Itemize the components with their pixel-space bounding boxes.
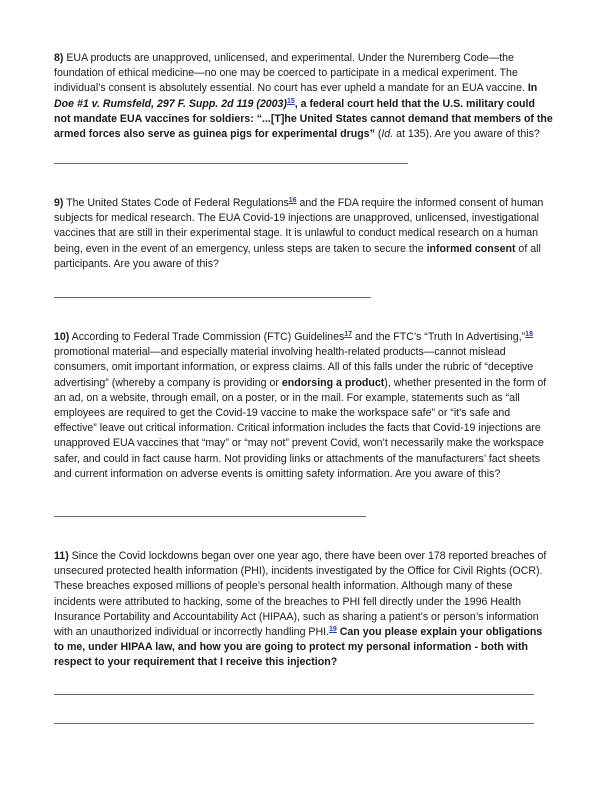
question-text: ), whether presented in the form of an ad, on a website, through email, on a poster, or in the mail. For example, statements such as “all employees are required to get the Covid-19 vaccine to make the workspace safe” or “it’s safe and effective” leave out critical information. Critical information includes the facts that Covid-19 injections are unapproved EUA vaccines that “may” or “may not” prevent Covid, won’t necessarily make the workspace safer, and could in fact cause harm. Not providing links or attachments of the manufacturers’ fact sheets and current information on adverse events is omitting safety information. Are you aware of this? xyxy=(54,376,547,480)
citation-id: Id. xyxy=(381,128,394,141)
bold-text-intro: In xyxy=(527,82,538,95)
case-citation: Doe #1 v. Rumsfeld, 297 F. Supp. 2d 119 (2003) xyxy=(54,97,287,110)
footnote-link[interactable]: 18 xyxy=(525,331,533,338)
question-text: at 135). Are you aware of this? xyxy=(393,128,540,141)
question-text: and the FTC’s “Truth In Advertising,” xyxy=(352,331,526,343)
footnote-link[interactable]: 16 xyxy=(288,197,297,204)
question-text: and the FDA require the informed consent of human subjects for medical research. The EUA Covid-19 injections are unapproved, unlicensed, investigational vaccines that are still in their experimental stage. It is unlawful to conduct medical research on a human being, even in the event of an emergency, unless steps are taken to secure the xyxy=(54,197,544,255)
question-number: 11) xyxy=(54,550,69,562)
footnote-link[interactable]: 15 xyxy=(286,97,295,105)
question-11 xyxy=(54,549,554,671)
question-number: 10) xyxy=(54,331,70,343)
question-text: According to Federal Trade Commission (FTC) Guidelines xyxy=(69,331,345,343)
footnote-link[interactable]: 17 xyxy=(344,331,353,338)
answer-line[interactable] xyxy=(54,694,534,695)
bold-text: endorsing a product xyxy=(281,376,385,389)
question-10 xyxy=(54,330,554,482)
question-9 xyxy=(54,196,554,272)
question-text: EUA products are unapproved, unlicensed, and experimental. Under the Nuremberg Code—the foundation of ethical medicine—no one may be coerced to participate in a medical experiment. The individual’s consent is absolutely essential. No court has ever upheld a mandate for an EUA vaccine. xyxy=(54,52,528,95)
answer-line[interactable] xyxy=(54,723,534,724)
answer-line[interactable] xyxy=(54,163,408,164)
answer-line[interactable] xyxy=(54,297,371,298)
question-text: The United States Code of Federal Regulations xyxy=(63,197,289,209)
question-8 xyxy=(54,51,554,142)
question-text: of all participants. Are you aware of this? xyxy=(54,242,541,270)
question-text: ( xyxy=(374,128,382,141)
bold-text: Can you please explain your obligations to me, under HIPAA law, and how you are going to protect my personal information - both with respect to your requirement that I receive this injection? xyxy=(54,626,543,669)
question-text: promotional material—and especially material involving health-related products—cannot mislead consumers, omit important information, or express claims. All of this falls under the rubric of “deceptive advertising” (whereby a company is providing or xyxy=(54,346,534,389)
question-text: Since the Covid lockdowns began over one year ago, there have been over 178 reported breaches of unsecured protected health information (PHI), incidents investigated by the Office for Civil Rights (OCR). These breaches exposed millions of people’s personal health information. Although many of these incidents were attributed to hacking, some of the breaches to PHI fell directly under the 1996 Health Insurance Portability and Accountability Act (HIPAA), such as sharing a patient’s or person’s information with an unauthorized individual or incorrectly handling PHI. xyxy=(54,550,547,639)
footnote-link[interactable]: 19 xyxy=(329,626,337,634)
question-number: 8) xyxy=(54,52,64,64)
answer-line[interactable] xyxy=(54,516,366,517)
bold-text: informed consent xyxy=(426,242,516,255)
bold-text-quote: , a federal court held that the U.S. military could not mandate EUA vaccines for soldiers: “...[T]he United States cannot demand that members of the armed forces also serve as guinea pigs for experimental drugs” xyxy=(54,97,553,141)
question-number: 9) xyxy=(54,197,64,209)
